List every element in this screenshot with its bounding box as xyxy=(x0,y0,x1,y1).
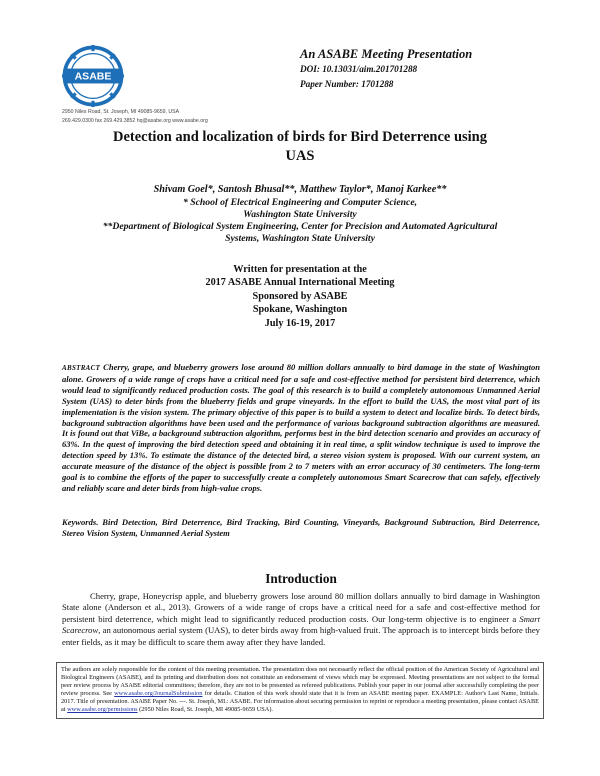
presentation-line-4: Spokane, Washington xyxy=(252,304,348,316)
presentation-info xyxy=(150,263,450,330)
footer-text-2: for details. Citation of this work should state that it is from an ASABE meeting paper. EXAMPLE: Author's Last Name, Initials. 2017. Title of presentation. ASABE Paper No. ---. St. Joseph, MI.: ASABE. For information about securing permission to reprint or reproduce a meeting presentation, please contact ASABE at xyxy=(61,690,539,714)
journal-submission-link[interactable]: www.asabe.org/JournalSubmission xyxy=(114,690,203,698)
author-list: Shivam Goel*, Santosh Bhusal**, Matthew Taylor*, Manoj Karkee** xyxy=(153,184,447,195)
presentation-line-2: 2017 ASABE Annual International Meeting xyxy=(205,277,395,289)
paper-number: Paper Number: 1701288 xyxy=(300,79,394,89)
permissions-link[interactable]: www.asabe.org/permissions xyxy=(67,706,138,714)
intro-emphasis: Smart Scarecrow xyxy=(62,613,540,636)
paper-title-line-2: UAS xyxy=(285,148,315,164)
intro-text-1: Cherry, grape, Honeycrisp apple, and blueberry growers lose around 80 million dollars annually to bird damage in Washington State alone (Anderson et al., 2013). Growers of a wide range of crops have a critical need for a safe and cost-effective method for persistent bird deterrence, which might lead to significantly reduced production costs. Our long-term objective is to engineer a xyxy=(62,591,540,624)
asabe-logo-icon xyxy=(62,45,124,107)
introduction-paragraph xyxy=(62,591,540,648)
meeting-title: An ASABE Meeting Presentation xyxy=(300,47,473,61)
meeting-info xyxy=(300,46,560,92)
abstract xyxy=(62,362,540,494)
doi: DOI: 10.13031/aim.201701288 xyxy=(300,64,418,74)
abstract-text: Cherry, grape, and blueberry growers lose around 80 million dollars annually to bird damage in the state of Washington alone. Growers of a wide range of crops have a critical need for a safe and cost-effective method for persistent bird deterrence, which would lead to significantly reduced production costs. The goal of this research is to build a completely autonomous Unmanned Aerial System (UAS) to deter birds from the blueberry fields and grape vineyards. In the effort to build the UAS, the most vital part of its implementation is the vision system. The primary objective of this paper is to build a system to detect and localize birds. To detect birds, background subtraction algorithms have been used and the performance of various background subtraction algorithms are measured. It is found out that ViBe, a background subtraction algorithm, performs best in the bird detection scenario and provides an accuracy of 63%. In the quest of improving the bird detection speed and obtaining it in real time, a split window technique is used to improve the detection speed by 13%. To estimate the distance of the detected bird, a stereo vision system is proposed. With our current system, an accurate measure of the distance of the object is possible from 2 to 7 meters with an error accuracy of 30 centimeters. The long-term goal is to combine the efforts of the paper to successfully create a completely autonomous Smart Scarecrow that can safely, effectively and reliably scare and deter birds from high-value crops. xyxy=(62,362,540,493)
paper-title xyxy=(70,128,530,166)
authors-block xyxy=(80,182,520,245)
address-line-2: 269.429.0300 fax 269.429.3852 hq@asabe.org www.asabe.org xyxy=(62,118,208,124)
presentation-line-5: July 16-19, 2017 xyxy=(264,317,336,329)
address-line-1: 2950 Niles Road, St. Joseph, MI 49085-9659, USA xyxy=(62,109,180,115)
presentation-line-1: Written for presentation at the xyxy=(233,264,367,275)
affiliation-2-line-2: Systems, Washington State University xyxy=(225,233,375,244)
footer-text-3: (2950 Niles Road, St. Joseph, MI 49085-9659 USA). xyxy=(137,706,273,714)
affiliation-2-line-1: **Department of Biological System Engineering, Center for Precision and Automated Agricultural xyxy=(102,221,498,232)
presentation-line-3: Sponsored by ASABE xyxy=(252,290,348,302)
header-logo-block xyxy=(62,45,232,125)
logo-text: ASABE xyxy=(74,70,112,83)
abstract-label: ABSTRACT xyxy=(62,364,101,372)
affiliation-1-line-2: Washington State University xyxy=(243,209,357,220)
keywords: Keywords. Bird Detection, Bird Deterrence, Bird Tracking, Bird Counting, Vineyards, Background Subtraction, Bird Deterrence, Stereo Vision System, Unmanned Aerial System xyxy=(62,517,540,538)
introduction-heading: Introduction xyxy=(265,571,337,586)
disclaimer-footer xyxy=(56,662,544,719)
affiliation-1-line-1: * School of Electrical Engineering and Computer Science, xyxy=(182,197,418,208)
intro-text-2: , an autonomous aerial system (UAS), to deter birds away from high-valued fruit. The approach is to intercept birds before they enter fields, as it may be difficult to scare them away after they have landed. xyxy=(62,625,540,647)
footer-text-1: The authors are solely responsible for the content of this meeting presentation. The presentation does not necessarily reflect the official position of the American Society of Agricultural and Biological Engineers (ASABE), and its printing and distribution does not constitute an endorsement of views which may be expressed. Meeting presentations are not subject to the formal peer review process by ASABE editorial committees; therefore, they are not to be presented as refereed publications. Publish your paper in our journal after successfully completing the peer review process. See xyxy=(61,666,539,698)
paper-title-line-1: Detection and localization of birds for Bird Deterrence using xyxy=(112,129,487,145)
